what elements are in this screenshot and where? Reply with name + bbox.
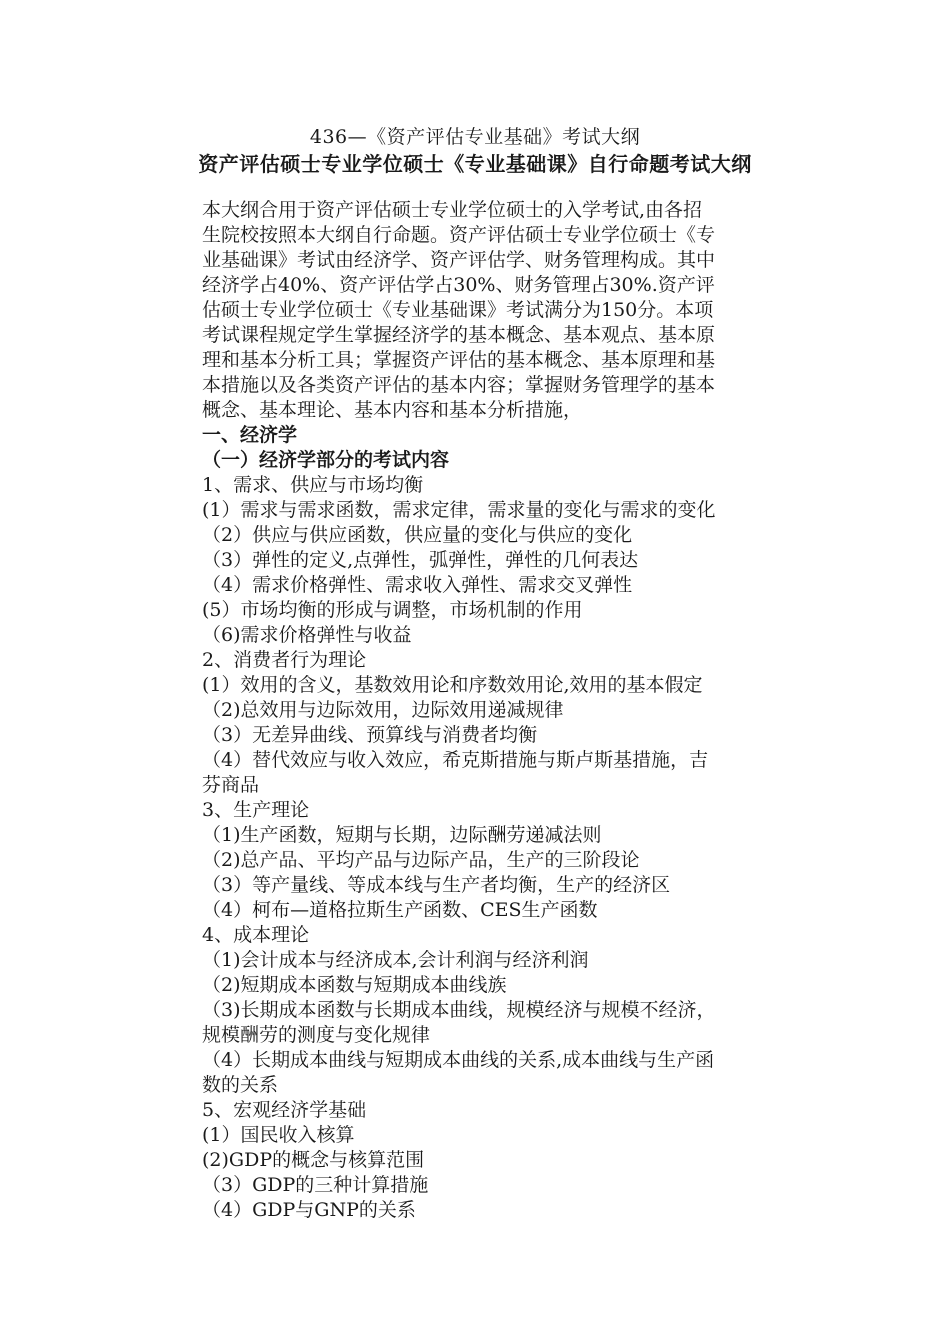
text-line: 业基础课》考试由经济学、资产评估学、财务管理构成。其中 — [202, 249, 716, 271]
text-line: (5）市场均衡的形成与调整，市场机制的作用 — [202, 599, 583, 621]
text-line: （2)总产品、平均产品与边际产品，生产的三阶段论 — [202, 849, 640, 871]
text-line: （6)需求价格弹性与收益 — [202, 624, 412, 646]
text-line: （3）弹性的定义,点弹性，弧弹性，弹性的几何表达 — [202, 549, 639, 571]
text-line: 考试课程规定学生掌握经济学的基本概念、基本观点、基本原 — [202, 324, 716, 346]
section-heading: 一、经济学 — [202, 424, 298, 446]
text-line: 1、需求、供应与市场均衡 — [202, 474, 424, 496]
text-line: (1）效用的含义，基数效用论和序数效用论,效用的基本假定 — [202, 674, 703, 696]
text-line: 经济学占40%、资产评估学占30%、财务管理占30%.资产评 — [202, 274, 715, 296]
text-line: 3、生产理论 — [202, 799, 310, 821]
text-line: (1）需求与需求函数，需求定律，需求量的变化与需求的变化 — [202, 499, 716, 521]
text-line: (2)GDP的概念与核算范围 — [202, 1149, 425, 1171]
text-line: （3)长期成本函数与长期成本曲线，规模经济与规模不经济， — [202, 999, 716, 1021]
text-line: 4、成本理论 — [202, 924, 310, 946]
text-line: 本大纲合用于资产评估硕士专业学位硕士的入学考试,由各招 — [202, 199, 703, 221]
text-line: （4）GDP与GNP的关系 — [202, 1199, 416, 1221]
text-line: （4）需求价格弹性、需求收入弹性、需求交叉弹性 — [202, 574, 633, 596]
text-line: 概念、基本理论、基本内容和基本分析措施， — [202, 399, 583, 421]
text-line: 本措施以及各类资产评估的基本内容；掌握财务管理学的基本 — [202, 374, 716, 396]
text-line: 数的关系 — [202, 1074, 279, 1096]
text-line: (1）国民收入核算 — [202, 1124, 355, 1146]
document-subtitle: 资产评估硕士专业学位硕士《专业基础课》自行命题考试大纲 — [198, 152, 752, 176]
text-line: （3）GDP的三种计算措施 — [202, 1174, 429, 1196]
document-title: 436—《资产评估专业基础》考试大纲 — [309, 126, 641, 148]
section-heading: （一）经济学部分的考试内容 — [202, 449, 450, 471]
text-line: 估硕士专业学位硕士《专业基础课》考试满分为150分。本项 — [202, 299, 714, 321]
text-line: 5、宏观经济学基础 — [202, 1099, 367, 1121]
text-line: 2、消费者行为理论 — [202, 649, 367, 671]
text-line: （2)短期成本函数与短期成本曲线族 — [202, 974, 507, 996]
text-line: 芬商品 — [202, 774, 260, 796]
text-line: （2)总效用与边际效用，边际效用递减规律 — [202, 699, 564, 721]
text-line: （3）无差异曲线、预算线与消费者均衡 — [202, 724, 538, 746]
text-line: （1)生产函数，短期与长期，边际酬劳递减法则 — [202, 824, 602, 846]
text-line: 生院校按照本大纲自行命题。资产评估硕士专业学位硕士《专 — [202, 224, 716, 246]
text-line: （3）等产量线、等成本线与生产者均衡，生产的经济区 — [202, 874, 671, 896]
text-line: （4）长期成本曲线与短期成本曲线的关系,成本曲线与生产函 — [202, 1049, 715, 1071]
text-line: 规模酬劳的测度与变化规律 — [202, 1024, 431, 1046]
text-line: （2）供应与供应函数，供应量的变化与供应的变化 — [202, 524, 633, 546]
text-line: 理和基本分析工具；掌握资产评估的基本概念、基本原理和基 — [202, 349, 716, 371]
text-line: （4）柯布—道格拉斯生产函数、CES生产函数 — [202, 899, 598, 921]
text-line: （4）替代效应与收入效应，希克斯措施与斯卢斯基措施，吉 — [202, 749, 709, 771]
document-body — [202, 198, 808, 1223]
text-line: （1)会计成本与经济成本,会计利润与经济利润 — [202, 949, 589, 971]
